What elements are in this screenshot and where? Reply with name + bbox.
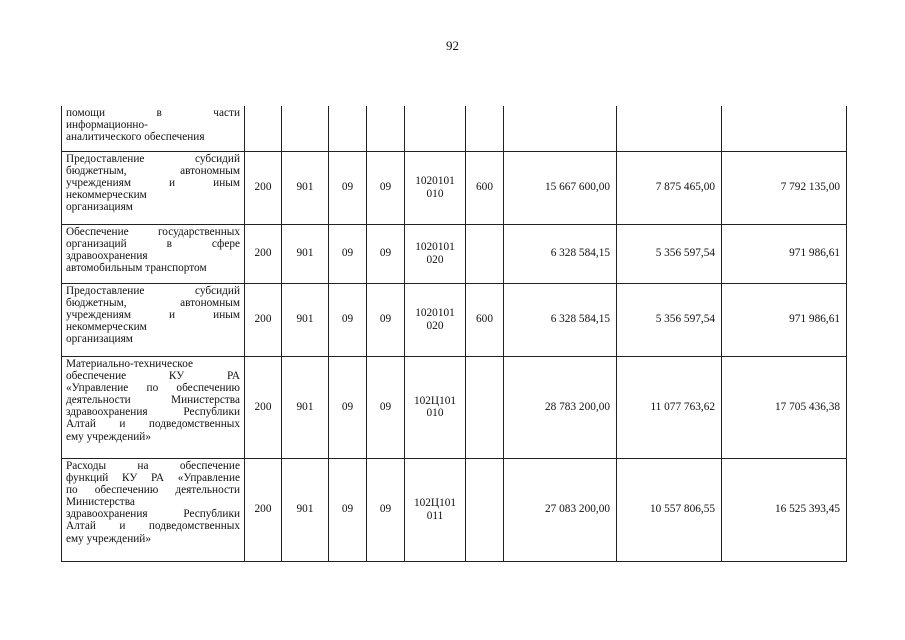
subsection-code-cell: 09 <box>367 224 405 283</box>
subsection-code-cell <box>367 106 405 151</box>
amount-remaining-cell: 16 525 393,45 <box>722 458 847 561</box>
section-code-cell: 09 <box>329 224 367 283</box>
section-code-cell: 09 <box>329 356 367 458</box>
amount-executed-cell <box>617 106 722 151</box>
table-row <box>62 106 847 151</box>
amount-remaining-cell: 17 705 436,38 <box>722 356 847 458</box>
table-row <box>62 151 847 224</box>
description-line: Материально-техническое <box>66 357 194 370</box>
target-article-line-1: 102Ц101 <box>413 394 457 407</box>
table-row <box>62 458 847 561</box>
expense-type-cell <box>466 458 504 561</box>
admin-code-cell: 200 <box>245 283 282 356</box>
description-line: информационно- <box>66 119 148 132</box>
description-line: здравоохранения Республики <box>66 406 240 419</box>
amount-remaining-cell: 971 986,61 <box>722 224 847 283</box>
row-description <box>62 151 245 224</box>
description-line: учреждениям и иным <box>66 308 240 321</box>
admin-code-cell: 200 <box>245 224 282 283</box>
amount-executed-cell: 7 875 465,00 <box>617 151 722 224</box>
description-line: бюджетным, автономным <box>66 296 240 309</box>
target-article-line-2: 010 <box>426 407 444 419</box>
budget-table <box>61 106 847 562</box>
description-line: Предоставление субсидий <box>66 284 240 297</box>
amount-planned-cell: 6 328 584,15 <box>504 224 617 283</box>
amount-planned-cell <box>504 106 617 151</box>
description-line: по обеспечению деятельности <box>66 483 240 496</box>
amount-executed-cell: 10 557 806,55 <box>617 458 722 561</box>
row-description <box>62 458 245 561</box>
description-line: Алтай и подведомственных <box>66 520 240 533</box>
amount-executed-cell: 5 356 597,54 <box>617 224 722 283</box>
row-description <box>62 356 245 458</box>
expense-type-cell: 600 <box>466 283 504 356</box>
target-article-line-1: 102Ц101 <box>413 497 457 510</box>
description-line: «Управление по обеспечению <box>66 381 240 394</box>
admin-code-cell: 200 <box>245 458 282 561</box>
description-line: некоммерческим <box>66 189 147 202</box>
target-article-cell <box>405 458 466 561</box>
amount-executed-cell: 11 077 763,62 <box>617 356 722 458</box>
target-article-cell <box>405 283 466 356</box>
ministry-code-cell: 901 <box>282 283 329 356</box>
description-line: бюджетным, автономным <box>66 164 240 177</box>
page-number: 92 <box>446 38 459 53</box>
ministry-code-cell <box>282 106 329 151</box>
ministry-code-cell: 901 <box>282 458 329 561</box>
subsection-code-cell: 09 <box>367 458 405 561</box>
description-line: здравоохранения Республики <box>66 508 240 521</box>
target-article-cell <box>405 224 466 283</box>
ministry-code-cell: 901 <box>282 151 329 224</box>
amount-remaining-cell: 971 986,61 <box>722 283 847 356</box>
amount-remaining-cell <box>722 106 847 151</box>
description-line: аналитического обеспечения <box>66 131 205 144</box>
table-row <box>62 224 847 283</box>
description-line: Обеспечение государственных <box>66 225 240 238</box>
description-line: функций КУ РА «Управление <box>66 471 240 484</box>
subsection-code-cell: 09 <box>367 283 405 356</box>
description-line: Алтай и подведомственных <box>66 418 240 431</box>
target-article-line-1: 1020101 <box>415 241 455 254</box>
table-row <box>62 356 847 458</box>
description-line: Предоставление субсидий <box>66 152 240 165</box>
section-code-cell: 09 <box>329 458 367 561</box>
description-line: обеспечение КУ РА <box>66 369 240 382</box>
target-article-line-1: 1020101 <box>415 307 455 320</box>
target-article-line-2: 011 <box>426 509 444 522</box>
description-line: помощи в части <box>66 107 240 119</box>
expense-type-cell <box>466 224 504 283</box>
subsection-code-cell: 09 <box>367 356 405 458</box>
admin-code-cell <box>245 106 282 151</box>
ministry-code-cell: 901 <box>282 224 329 283</box>
description-line: Расходы на обеспечение <box>66 459 240 472</box>
description-line: некоммерческим <box>66 321 147 334</box>
amount-planned-cell: 28 783 200,00 <box>504 356 617 458</box>
section-code-cell <box>329 106 367 151</box>
description-line: автомобильным транспортом <box>66 262 207 275</box>
amount-remaining-cell: 7 792 135,00 <box>722 151 847 224</box>
subsection-code-cell: 09 <box>367 151 405 224</box>
description-line: организациям <box>66 333 133 346</box>
target-article-line-2: 020 <box>426 319 444 332</box>
description-line: Министерства <box>66 496 135 509</box>
target-article-cell <box>405 106 466 151</box>
table-row <box>62 283 847 356</box>
description-line: организациям <box>66 201 133 214</box>
target-article-line-2: 020 <box>426 253 444 266</box>
section-code-cell: 09 <box>329 283 367 356</box>
ministry-code-cell: 901 <box>282 356 329 458</box>
description-line: деятельности Министерства <box>66 394 240 407</box>
target-article-cell <box>405 356 466 458</box>
expense-type-cell <box>466 106 504 151</box>
row-description <box>62 224 245 283</box>
expense-type-cell: 600 <box>466 151 504 224</box>
description-line: ему учреждений» <box>66 532 151 545</box>
amount-planned-cell: 6 328 584,15 <box>504 283 617 356</box>
admin-code-cell: 200 <box>245 356 282 458</box>
expense-type-cell <box>466 356 504 458</box>
section-code-cell: 09 <box>329 151 367 224</box>
description-line: здравоохранения <box>66 249 148 262</box>
amount-planned-cell: 27 083 200,00 <box>504 458 617 561</box>
admin-code-cell: 200 <box>245 151 282 224</box>
row-description <box>62 106 245 151</box>
amount-executed-cell: 5 356 597,54 <box>617 283 722 356</box>
description-line: учреждениям и иным <box>66 176 240 189</box>
description-line: организаций в сфере <box>66 237 240 250</box>
amount-planned-cell: 15 667 600,00 <box>504 151 617 224</box>
target-article-line-2: 010 <box>426 187 444 200</box>
description-line: ему учреждений» <box>66 430 151 443</box>
row-description <box>62 283 245 356</box>
target-article-line-1: 1020101 <box>415 175 455 188</box>
target-article-cell <box>405 151 466 224</box>
